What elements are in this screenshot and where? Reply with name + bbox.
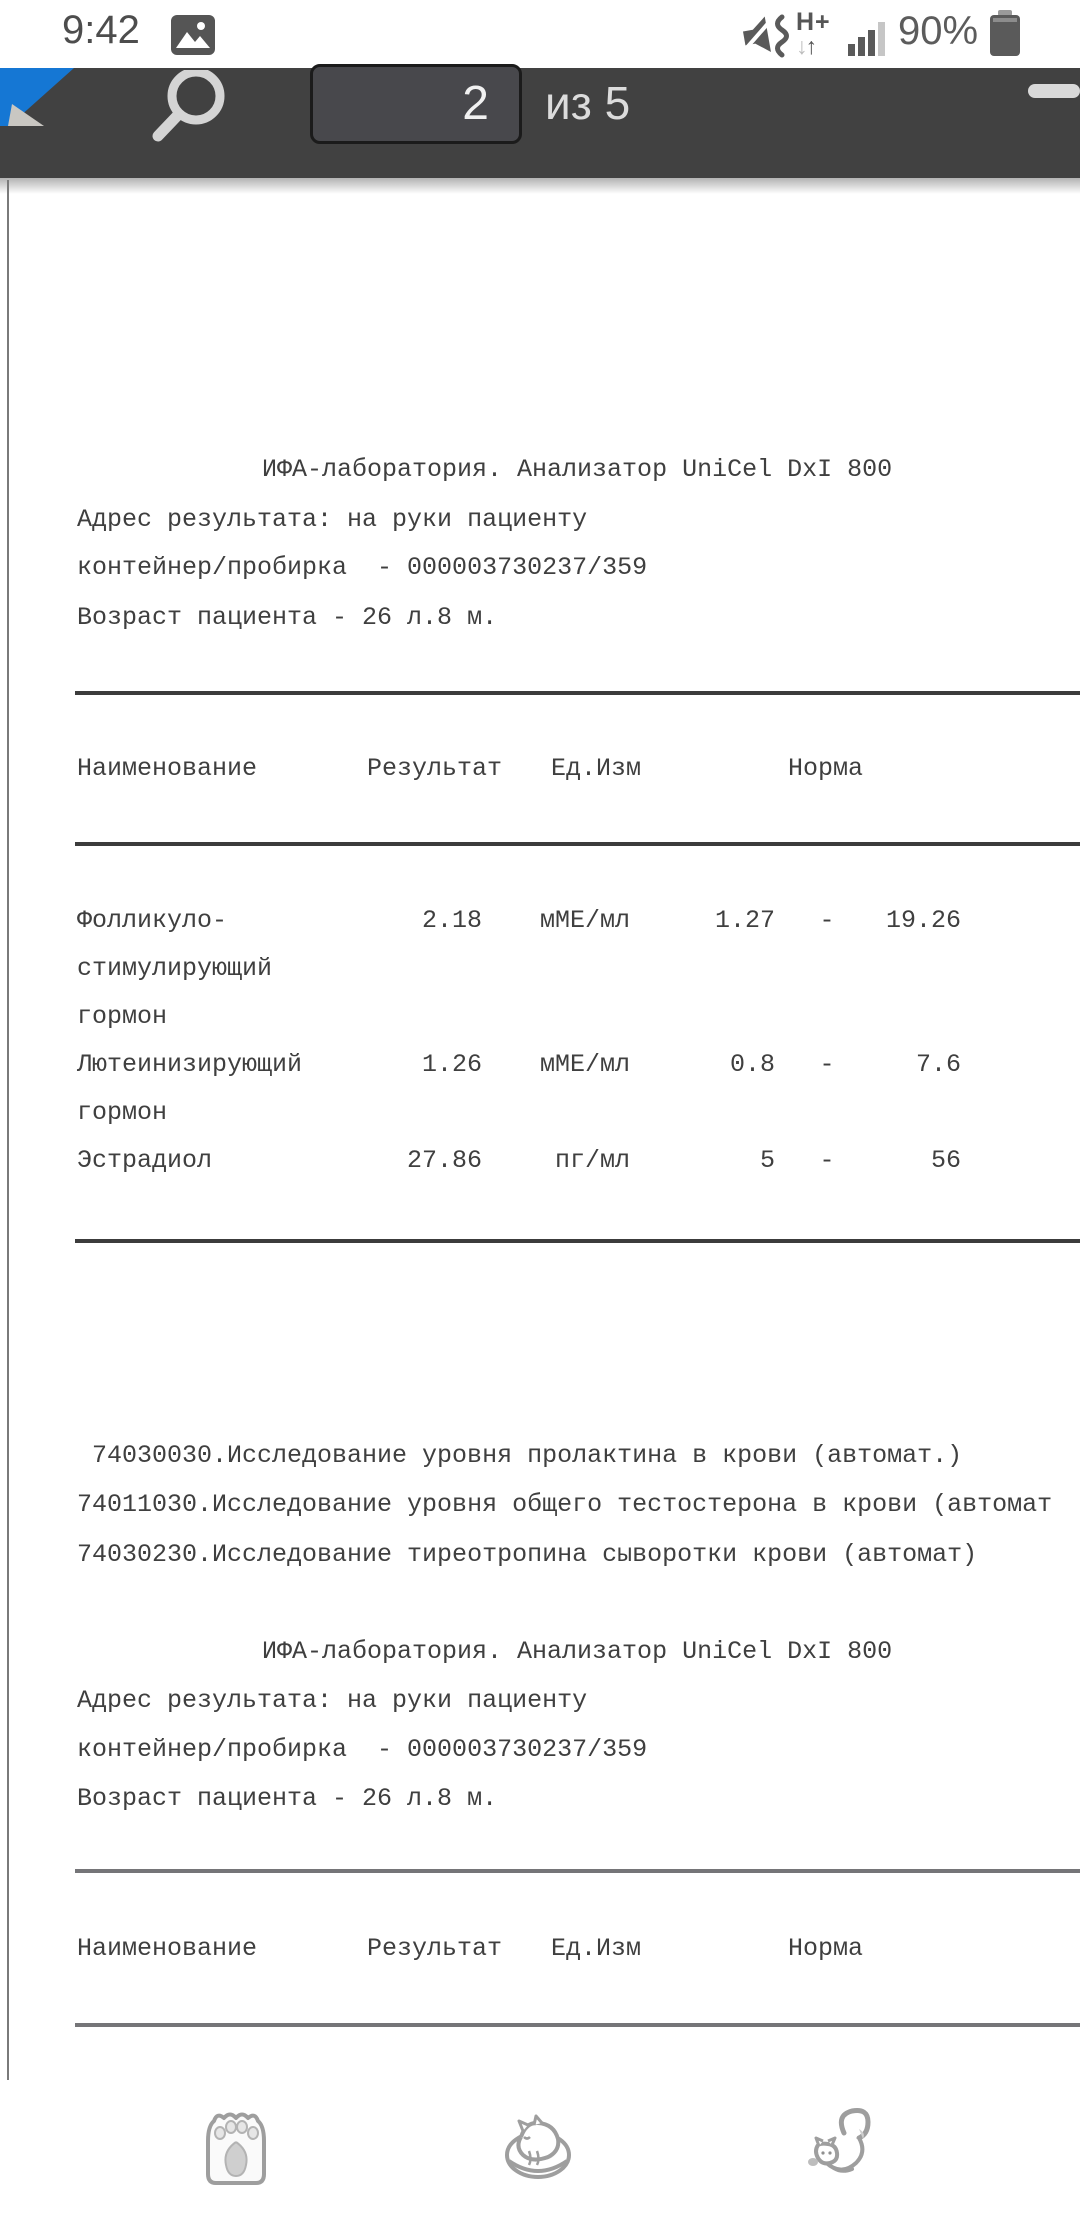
- network-type-indicator: [796, 10, 848, 58]
- row-norm-dash: -: [819, 906, 835, 935]
- table-rule: [75, 842, 1080, 846]
- row-norm-high: 19.26: [885, 906, 961, 935]
- cat-stretching-icon[interactable]: [808, 2107, 874, 2182]
- report-title: ИФА-лаборатория. Анализатор UniCel DxI 800: [262, 455, 893, 484]
- row-name: Эстрадиол: [77, 1146, 213, 1175]
- row-norm-low: 1.27: [714, 906, 775, 935]
- row-norm-dash: -: [819, 1146, 835, 1175]
- address-line: Адрес результата: на руки пациенту: [77, 505, 588, 534]
- row-norm-high: 56: [930, 1146, 961, 1175]
- toolbar-shadow: [0, 178, 1080, 194]
- address-line: Адрес результата: на руки пациенту: [77, 1686, 588, 1715]
- age-line: Возраст пациента - 26 л.8 м.: [77, 1784, 498, 1813]
- column-header-name: Наименование: [77, 754, 258, 783]
- row-unit: пг/мл: [554, 1146, 630, 1175]
- column-header-unit: Ед.Изм: [551, 1934, 642, 1963]
- page-number-input[interactable]: 2: [310, 64, 522, 144]
- data-up-arrow-icon: ↑: [805, 33, 815, 59]
- order-line: 74030230.Исследование тиреотропина сыворотки крови (автомат): [77, 1540, 978, 1569]
- row-norm-low: 0.8: [729, 1050, 775, 1079]
- status-bar: [0, 0, 1080, 68]
- signal-bars-icon: [848, 20, 890, 61]
- cat-in-bed-icon[interactable]: [501, 2113, 575, 2186]
- row-name: стимулирующий: [77, 954, 273, 983]
- table-rule: [75, 691, 1080, 695]
- column-header-result: Результат: [367, 754, 503, 783]
- row-unit: мМЕ/мл: [539, 906, 630, 935]
- row-name: Лютеинизирующий: [77, 1050, 303, 1079]
- container-line: контейнер/пробирка - 000003730237/359: [77, 553, 648, 582]
- table-rule: [75, 2023, 1080, 2027]
- data-down-arrow-icon: ↓: [796, 33, 806, 59]
- container-line: контейнер/пробирка - 000003730237/359: [77, 1735, 648, 1764]
- row-norm-high: 7.6: [915, 1050, 961, 1079]
- cat-paw-icon[interactable]: [203, 2110, 271, 2191]
- table-rule: [75, 1239, 1080, 1243]
- page-corner-accent: [0, 68, 90, 135]
- page-count-label: из 5: [545, 77, 631, 129]
- battery-percent: 90%: [898, 9, 979, 53]
- menu-bar-icon[interactable]: [1028, 84, 1080, 98]
- photo-notification-icon: [170, 14, 216, 61]
- status-time: 9:42: [62, 8, 140, 52]
- column-header-norm: Норма: [788, 754, 864, 783]
- battery-icon: [988, 10, 1022, 63]
- row-name: гормон: [77, 1098, 168, 1127]
- order-line: 74030030.Исследование уровня пролактина в крови (автомат.): [92, 1441, 963, 1470]
- row-name: Фолликуло-: [77, 906, 228, 935]
- network-type-label: H+: [796, 8, 831, 36]
- column-header-name: Наименование: [77, 1934, 258, 1963]
- row-name: гормон: [77, 1002, 168, 1031]
- page-edge-line: [7, 180, 9, 2080]
- mute-vibrate-icon: [742, 14, 796, 63]
- order-line: 74011030.Исследование уровня общего тестостерона в крови (автомат: [77, 1490, 1053, 1519]
- nav-bar: [0, 2095, 1080, 2220]
- column-header-result: Результат: [367, 1934, 503, 1963]
- search-icon[interactable]: [148, 70, 238, 153]
- row-result: 2.18: [421, 906, 482, 935]
- row-unit: мМЕ/мл: [539, 1050, 630, 1079]
- age-line: Возраст пациента - 26 л.8 м.: [77, 603, 498, 632]
- table-rule: [75, 1869, 1080, 1873]
- row-result: 1.26: [421, 1050, 482, 1079]
- row-result: 27.86: [406, 1146, 482, 1175]
- column-header-norm: Норма: [788, 1934, 864, 1963]
- row-norm-dash: -: [819, 1050, 835, 1079]
- column-header-unit: Ед.Изм: [551, 754, 642, 783]
- row-norm-low: 5: [759, 1146, 775, 1175]
- pdf-toolbar: [0, 68, 1080, 178]
- report-title: ИФА-лаборатория. Анализатор UniCel DxI 800: [262, 1637, 893, 1666]
